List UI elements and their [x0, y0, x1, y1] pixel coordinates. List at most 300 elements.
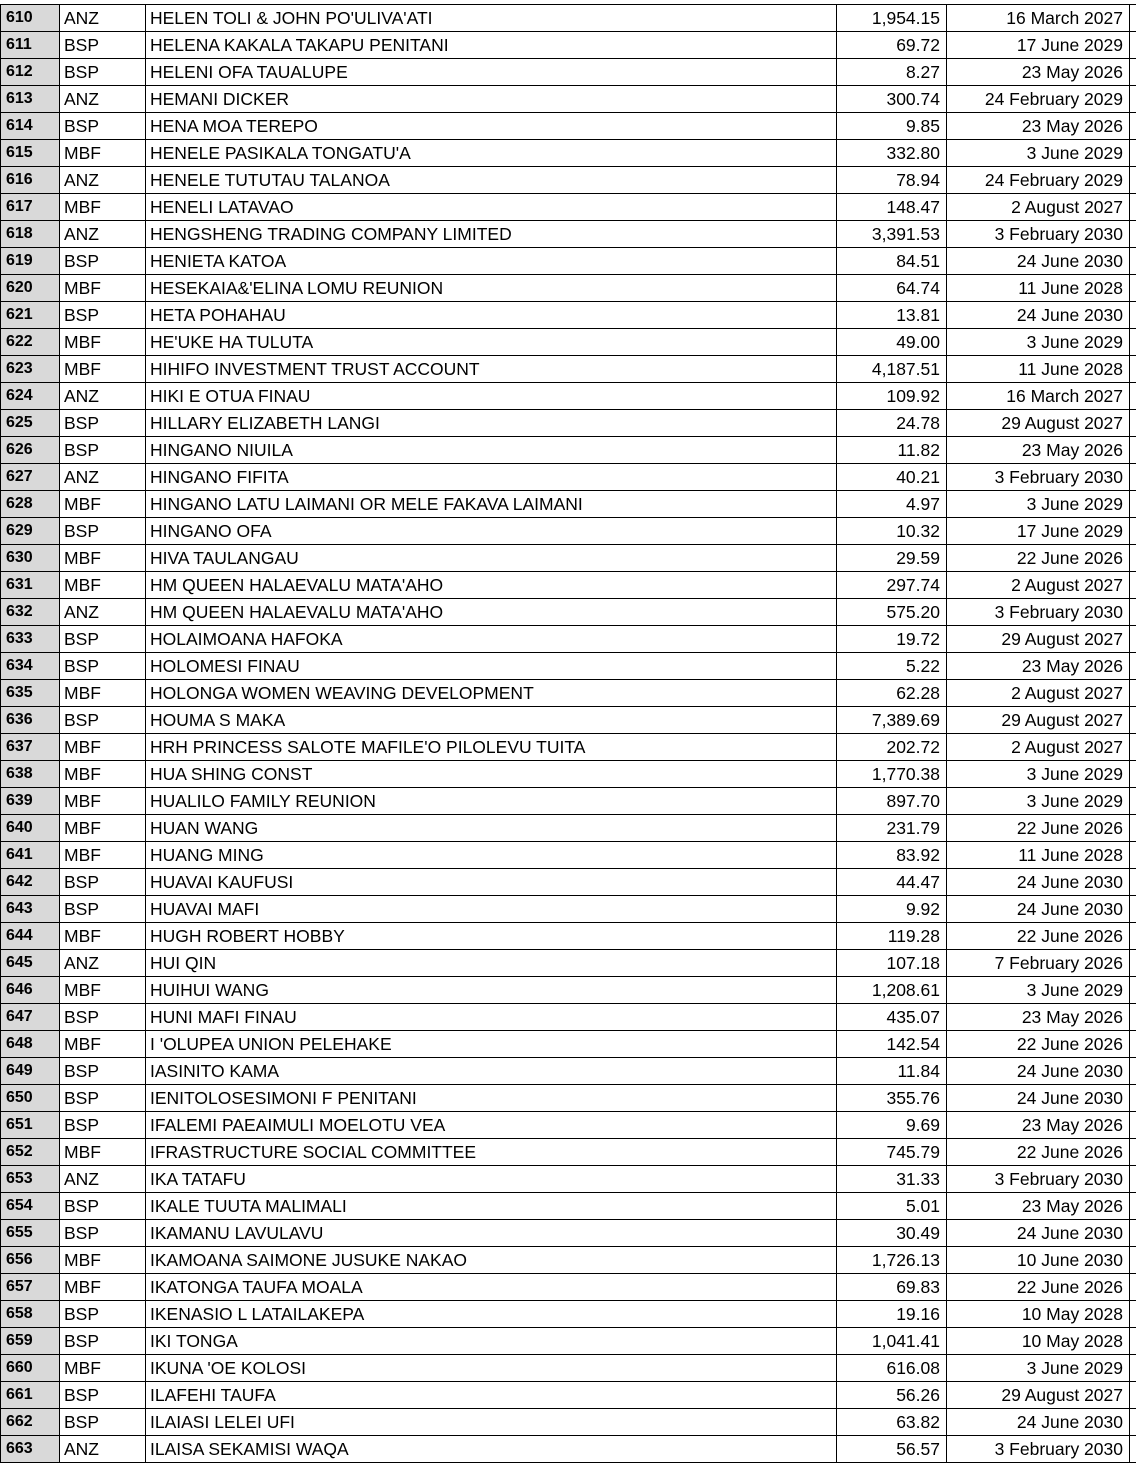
- truncated-column-cell: [1130, 1274, 1136, 1301]
- table-row: [1, 491, 1136, 518]
- date-cell: 24 February 2029: [947, 86, 1130, 113]
- date-cell: 22 June 2026: [947, 1139, 1130, 1166]
- row-number-cell: 637: [1, 734, 60, 761]
- bank-cell: BSP: [60, 1301, 146, 1328]
- bank-cell: BSP: [60, 1220, 146, 1247]
- bank-cell: MBF: [60, 734, 146, 761]
- table-row: [1, 1355, 1136, 1382]
- table-row: [1, 356, 1136, 383]
- amount-cell: 107.18: [837, 950, 947, 977]
- account-name-cell: HOLONGA WOMEN WEAVING DEVELOPMENT: [146, 680, 837, 707]
- amount-cell: 745.79: [837, 1139, 947, 1166]
- truncated-column-cell: [1130, 734, 1136, 761]
- amount-cell: 64.74: [837, 275, 947, 302]
- account-name-cell: HUNI MAFI FINAU: [146, 1004, 837, 1031]
- account-name-cell: HINGANO NIUILA: [146, 437, 837, 464]
- bank-cell: BSP: [60, 59, 146, 86]
- amount-cell: 119.28: [837, 923, 947, 950]
- amount-cell: 142.54: [837, 1031, 947, 1058]
- account-name-cell: IKATONGA TAUFA MOALA: [146, 1274, 837, 1301]
- row-number-cell: 612: [1, 59, 60, 86]
- row-number-cell: 655: [1, 1220, 60, 1247]
- account-name-cell: IKUNA 'OE KOLOSI: [146, 1355, 837, 1382]
- date-cell: 3 June 2029: [947, 491, 1130, 518]
- amount-cell: 4.97: [837, 491, 947, 518]
- account-name-cell: HUAVAI MAFI: [146, 896, 837, 923]
- table-row: [1, 221, 1136, 248]
- row-number-cell: 658: [1, 1301, 60, 1328]
- account-name-cell: HETA POHAHAU: [146, 302, 837, 329]
- date-cell: 24 June 2030: [947, 248, 1130, 275]
- truncated-column-cell: [1130, 788, 1136, 815]
- bank-cell: MBF: [60, 680, 146, 707]
- table-row: [1, 383, 1136, 410]
- bank-cell: MBF: [60, 815, 146, 842]
- bank-cell: MBF: [60, 545, 146, 572]
- amount-cell: 7,389.69: [837, 707, 947, 734]
- row-number-cell: 644: [1, 923, 60, 950]
- table-row: [1, 275, 1136, 302]
- table-row: [1, 923, 1136, 950]
- account-name-cell: HE'UKE HA TULUTA: [146, 329, 837, 356]
- table-row: [1, 707, 1136, 734]
- truncated-column-cell: [1130, 1085, 1136, 1112]
- table-row: [1, 32, 1136, 59]
- row-number-cell: 617: [1, 194, 60, 221]
- table-row: [1, 734, 1136, 761]
- truncated-column-cell: [1130, 869, 1136, 896]
- truncated-column-cell: [1130, 491, 1136, 518]
- table-row: [1, 1247, 1136, 1274]
- truncated-column-cell: [1130, 167, 1136, 194]
- row-number-cell: 648: [1, 1031, 60, 1058]
- amount-cell: 9.85: [837, 113, 947, 140]
- truncated-column-cell: [1130, 383, 1136, 410]
- account-name-cell: HUALILO FAMILY REUNION: [146, 788, 837, 815]
- table-row: [1, 842, 1136, 869]
- row-number-cell: 614: [1, 113, 60, 140]
- date-cell: 3 February 2030: [947, 1436, 1130, 1463]
- amount-cell: 3,391.53: [837, 221, 947, 248]
- table-row: [1, 167, 1136, 194]
- amount-cell: 4,187.51: [837, 356, 947, 383]
- truncated-column-cell: [1130, 59, 1136, 86]
- account-name-cell: HUAVAI KAUFUSI: [146, 869, 837, 896]
- row-number-cell: 654: [1, 1193, 60, 1220]
- table-row: [1, 194, 1136, 221]
- row-number-cell: 635: [1, 680, 60, 707]
- date-cell: 24 June 2030: [947, 1058, 1130, 1085]
- bank-cell: MBF: [60, 1139, 146, 1166]
- row-number-cell: 630: [1, 545, 60, 572]
- amount-cell: 49.00: [837, 329, 947, 356]
- amount-cell: 62.28: [837, 680, 947, 707]
- date-cell: 24 February 2029: [947, 167, 1130, 194]
- row-number-cell: 636: [1, 707, 60, 734]
- row-number-cell: 619: [1, 248, 60, 275]
- amount-cell: 5.01: [837, 1193, 947, 1220]
- truncated-column-cell: [1130, 626, 1136, 653]
- date-cell: 3 February 2030: [947, 464, 1130, 491]
- account-name-cell: HIKI E OTUA FINAU: [146, 383, 837, 410]
- bank-cell: MBF: [60, 1031, 146, 1058]
- table-body: [1, 5, 1136, 1463]
- account-name-cell: IKALE TUUTA MALIMALI: [146, 1193, 837, 1220]
- date-cell: 11 June 2028: [947, 356, 1130, 383]
- table-row: [1, 140, 1136, 167]
- truncated-column-cell: [1130, 950, 1136, 977]
- amount-cell: 897.70: [837, 788, 947, 815]
- truncated-column-cell: [1130, 5, 1136, 32]
- row-number-cell: 638: [1, 761, 60, 788]
- bank-cell: BSP: [60, 113, 146, 140]
- account-name-cell: HELEN TOLI & JOHN PO'ULIVA'ATI: [146, 5, 837, 32]
- bank-cell: MBF: [60, 329, 146, 356]
- truncated-column-cell: [1130, 1301, 1136, 1328]
- row-number-cell: 663: [1, 1436, 60, 1463]
- table-row: [1, 248, 1136, 275]
- row-number-cell: 652: [1, 1139, 60, 1166]
- table-row: [1, 896, 1136, 923]
- bank-cell: BSP: [60, 626, 146, 653]
- date-cell: 23 May 2026: [947, 59, 1130, 86]
- amount-cell: 11.82: [837, 437, 947, 464]
- truncated-column-cell: [1130, 32, 1136, 59]
- bank-cell: ANZ: [60, 1436, 146, 1463]
- row-number-cell: 643: [1, 896, 60, 923]
- truncated-column-cell: [1130, 86, 1136, 113]
- table-row: [1, 59, 1136, 86]
- account-name-cell: IKENASIO L LATAILAKEPA: [146, 1301, 837, 1328]
- truncated-column-cell: [1130, 1409, 1136, 1436]
- truncated-column-cell: [1130, 1139, 1136, 1166]
- truncated-column-cell: [1130, 923, 1136, 950]
- account-name-cell: HELENI OFA TAUALUPE: [146, 59, 837, 86]
- table-row: [1, 437, 1136, 464]
- row-number-cell: 649: [1, 1058, 60, 1085]
- table-row: [1, 1004, 1136, 1031]
- amount-cell: 5.22: [837, 653, 947, 680]
- amount-cell: 19.72: [837, 626, 947, 653]
- amount-cell: 24.78: [837, 410, 947, 437]
- amount-cell: 355.76: [837, 1085, 947, 1112]
- date-cell: 23 May 2026: [947, 1004, 1130, 1031]
- row-number-cell: 618: [1, 221, 60, 248]
- table-row: [1, 1274, 1136, 1301]
- amount-cell: 300.74: [837, 86, 947, 113]
- row-number-cell: 623: [1, 356, 60, 383]
- bank-cell: MBF: [60, 1355, 146, 1382]
- table-row: [1, 545, 1136, 572]
- date-cell: 29 August 2027: [947, 410, 1130, 437]
- row-number-cell: 629: [1, 518, 60, 545]
- truncated-column-cell: [1130, 437, 1136, 464]
- account-name-cell: HILLARY ELIZABETH LANGI: [146, 410, 837, 437]
- account-name-cell: HEMANI DICKER: [146, 86, 837, 113]
- bank-cell: ANZ: [60, 1166, 146, 1193]
- amount-cell: 10.32: [837, 518, 947, 545]
- bank-cell: ANZ: [60, 86, 146, 113]
- truncated-column-cell: [1130, 1355, 1136, 1382]
- amount-cell: 11.84: [837, 1058, 947, 1085]
- bank-cell: ANZ: [60, 5, 146, 32]
- account-name-cell: HESEKAIA&'ELINA LOMU REUNION: [146, 275, 837, 302]
- account-name-cell: HM QUEEN HALAEVALU MATA'AHO: [146, 572, 837, 599]
- bank-cell: ANZ: [60, 167, 146, 194]
- row-number-cell: 650: [1, 1085, 60, 1112]
- bank-cell: BSP: [60, 302, 146, 329]
- amount-cell: 616.08: [837, 1355, 947, 1382]
- truncated-column-cell: [1130, 545, 1136, 572]
- account-name-cell: IENITOLOSESIMONI F PENITANI: [146, 1085, 837, 1112]
- table-row: [1, 410, 1136, 437]
- amount-cell: 9.69: [837, 1112, 947, 1139]
- table-row: [1, 5, 1136, 32]
- account-name-cell: HINGANO OFA: [146, 518, 837, 545]
- truncated-column-cell: [1130, 410, 1136, 437]
- row-number-cell: 646: [1, 977, 60, 1004]
- account-name-cell: HUANG MING: [146, 842, 837, 869]
- truncated-column-cell: [1130, 896, 1136, 923]
- amount-cell: 30.49: [837, 1220, 947, 1247]
- date-cell: 22 June 2026: [947, 545, 1130, 572]
- bank-cell: MBF: [60, 140, 146, 167]
- account-name-cell: HIVA TAULANGAU: [146, 545, 837, 572]
- account-name-cell: HENELI LATAVAO: [146, 194, 837, 221]
- date-cell: 24 June 2030: [947, 302, 1130, 329]
- table-row: [1, 1058, 1136, 1085]
- row-number-cell: 625: [1, 410, 60, 437]
- amount-cell: 78.94: [837, 167, 947, 194]
- account-table: [0, 4, 1136, 1463]
- table-row: [1, 680, 1136, 707]
- table-row: [1, 626, 1136, 653]
- row-number-cell: 611: [1, 32, 60, 59]
- account-name-cell: ILAIASI LELEI UFI: [146, 1409, 837, 1436]
- truncated-column-cell: [1130, 1193, 1136, 1220]
- bank-cell: ANZ: [60, 221, 146, 248]
- row-number-cell: 626: [1, 437, 60, 464]
- bank-cell: BSP: [60, 1004, 146, 1031]
- date-cell: 3 February 2030: [947, 599, 1130, 626]
- bank-cell: MBF: [60, 761, 146, 788]
- date-cell: 17 June 2029: [947, 518, 1130, 545]
- account-name-cell: IASINITO KAMA: [146, 1058, 837, 1085]
- date-cell: 2 August 2027: [947, 680, 1130, 707]
- date-cell: 23 May 2026: [947, 653, 1130, 680]
- table-row: [1, 1436, 1136, 1463]
- bank-cell: ANZ: [60, 599, 146, 626]
- amount-cell: 44.47: [837, 869, 947, 896]
- bank-cell: BSP: [60, 1382, 146, 1409]
- date-cell: 29 August 2027: [947, 1382, 1130, 1409]
- date-cell: 2 August 2027: [947, 194, 1130, 221]
- bank-cell: MBF: [60, 491, 146, 518]
- truncated-column-cell: [1130, 1031, 1136, 1058]
- table-row: [1, 1139, 1136, 1166]
- account-name-cell: HELENA KAKALA TAKAPU PENITANI: [146, 32, 837, 59]
- date-cell: 10 May 2028: [947, 1301, 1130, 1328]
- date-cell: 24 June 2030: [947, 896, 1130, 923]
- truncated-column-cell: [1130, 113, 1136, 140]
- date-cell: 23 May 2026: [947, 1193, 1130, 1220]
- date-cell: 22 June 2026: [947, 923, 1130, 950]
- account-name-cell: HENELE TUTUTAU TALANOA: [146, 167, 837, 194]
- truncated-column-cell: [1130, 680, 1136, 707]
- row-number-cell: 653: [1, 1166, 60, 1193]
- table-row: [1, 761, 1136, 788]
- truncated-column-cell: [1130, 464, 1136, 491]
- table-row: [1, 1085, 1136, 1112]
- bank-cell: MBF: [60, 842, 146, 869]
- account-name-cell: ILAFEHI TAUFA: [146, 1382, 837, 1409]
- amount-cell: 9.92: [837, 896, 947, 923]
- amount-cell: 332.80: [837, 140, 947, 167]
- row-number-cell: 641: [1, 842, 60, 869]
- account-name-cell: I 'OLUPEA UNION PELEHAKE: [146, 1031, 837, 1058]
- row-number-cell: 621: [1, 302, 60, 329]
- truncated-column-cell: [1130, 275, 1136, 302]
- amount-cell: 148.47: [837, 194, 947, 221]
- bank-cell: BSP: [60, 1193, 146, 1220]
- table-row: [1, 329, 1136, 356]
- row-number-cell: 645: [1, 950, 60, 977]
- row-number-cell: 657: [1, 1274, 60, 1301]
- table-row: [1, 464, 1136, 491]
- bank-cell: BSP: [60, 1328, 146, 1355]
- bank-cell: MBF: [60, 356, 146, 383]
- bank-cell: BSP: [60, 653, 146, 680]
- truncated-column-cell: [1130, 599, 1136, 626]
- date-cell: 22 June 2026: [947, 1031, 1130, 1058]
- table-row: [1, 1409, 1136, 1436]
- date-cell: 3 February 2030: [947, 1166, 1130, 1193]
- account-name-cell: HINGANO FIFITA: [146, 464, 837, 491]
- table-row: [1, 977, 1136, 1004]
- truncated-column-cell: [1130, 356, 1136, 383]
- bank-cell: ANZ: [60, 464, 146, 491]
- date-cell: 24 June 2030: [947, 1085, 1130, 1112]
- table-row: [1, 1382, 1136, 1409]
- truncated-column-cell: [1130, 1058, 1136, 1085]
- truncated-column-cell: [1130, 572, 1136, 599]
- truncated-column-cell: [1130, 761, 1136, 788]
- table-row: [1, 815, 1136, 842]
- account-name-cell: HENGSHENG TRADING COMPANY LIMITED: [146, 221, 837, 248]
- table-row: [1, 599, 1136, 626]
- amount-cell: 29.59: [837, 545, 947, 572]
- amount-cell: 1,726.13: [837, 1247, 947, 1274]
- amount-cell: 435.07: [837, 1004, 947, 1031]
- amount-cell: 1,041.41: [837, 1328, 947, 1355]
- account-name-cell: HM QUEEN HALAEVALU MATA'AHO: [146, 599, 837, 626]
- amount-cell: 31.33: [837, 1166, 947, 1193]
- table-row: [1, 572, 1136, 599]
- table-row: [1, 113, 1136, 140]
- amount-cell: 40.21: [837, 464, 947, 491]
- account-name-cell: HUI QIN: [146, 950, 837, 977]
- row-number-cell: 615: [1, 140, 60, 167]
- account-name-cell: IFALEMI PAEAIMULI MOELOTU VEA: [146, 1112, 837, 1139]
- truncated-column-cell: [1130, 1436, 1136, 1463]
- date-cell: 3 June 2029: [947, 1355, 1130, 1382]
- account-name-cell: HENA MOA TEREPO: [146, 113, 837, 140]
- date-cell: 16 March 2027: [947, 383, 1130, 410]
- date-cell: 24 June 2030: [947, 1409, 1130, 1436]
- date-cell: 22 June 2026: [947, 815, 1130, 842]
- row-number-cell: 613: [1, 86, 60, 113]
- account-name-cell: IKAMANU LAVULAVU: [146, 1220, 837, 1247]
- amount-cell: 109.92: [837, 383, 947, 410]
- amount-cell: 297.74: [837, 572, 947, 599]
- truncated-column-cell: [1130, 842, 1136, 869]
- account-name-cell: HUA SHING CONST: [146, 761, 837, 788]
- row-number-cell: 627: [1, 464, 60, 491]
- amount-cell: 69.83: [837, 1274, 947, 1301]
- truncated-column-cell: [1130, 1247, 1136, 1274]
- date-cell: 2 August 2027: [947, 572, 1130, 599]
- row-number-cell: 632: [1, 599, 60, 626]
- row-number-cell: 659: [1, 1328, 60, 1355]
- truncated-column-cell: [1130, 302, 1136, 329]
- table-row: [1, 518, 1136, 545]
- account-name-cell: HENELE PASIKALA TONGATU'A: [146, 140, 837, 167]
- amount-cell: 575.20: [837, 599, 947, 626]
- row-number-cell: 660: [1, 1355, 60, 1382]
- amount-cell: 1,770.38: [837, 761, 947, 788]
- bank-cell: BSP: [60, 869, 146, 896]
- account-name-cell: IKI TONGA: [146, 1328, 837, 1355]
- table-row: [1, 1220, 1136, 1247]
- table-row: [1, 302, 1136, 329]
- row-number-cell: 656: [1, 1247, 60, 1274]
- date-cell: 10 May 2028: [947, 1328, 1130, 1355]
- amount-cell: 1,954.15: [837, 5, 947, 32]
- account-name-cell: ILAISA SEKAMISI WAQA: [146, 1436, 837, 1463]
- row-number-cell: 622: [1, 329, 60, 356]
- bank-cell: MBF: [60, 1274, 146, 1301]
- account-name-cell: HUIHUI WANG: [146, 977, 837, 1004]
- account-name-cell: HENIETA KATOA: [146, 248, 837, 275]
- row-number-cell: 647: [1, 1004, 60, 1031]
- truncated-column-cell: [1130, 248, 1136, 275]
- date-cell: 3 June 2029: [947, 761, 1130, 788]
- bank-cell: MBF: [60, 275, 146, 302]
- table-row: [1, 1166, 1136, 1193]
- truncated-column-cell: [1130, 1328, 1136, 1355]
- amount-cell: 202.72: [837, 734, 947, 761]
- truncated-column-cell: [1130, 1112, 1136, 1139]
- bank-cell: ANZ: [60, 383, 146, 410]
- bank-cell: BSP: [60, 896, 146, 923]
- row-number-cell: 640: [1, 815, 60, 842]
- truncated-column-cell: [1130, 1166, 1136, 1193]
- account-name-cell: HUAN WANG: [146, 815, 837, 842]
- truncated-column-cell: [1130, 815, 1136, 842]
- account-name-cell: IKAMOANA SAIMONE JUSUKE NAKAO: [146, 1247, 837, 1274]
- date-cell: 3 June 2029: [947, 977, 1130, 1004]
- bank-cell: MBF: [60, 923, 146, 950]
- row-number-cell: 620: [1, 275, 60, 302]
- date-cell: 23 May 2026: [947, 113, 1130, 140]
- table-row: [1, 1301, 1136, 1328]
- date-cell: 2 August 2027: [947, 734, 1130, 761]
- table-row: [1, 1031, 1136, 1058]
- account-name-cell: HINGANO LATU LAIMANI OR MELE FAKAVA LAIMANI: [146, 491, 837, 518]
- date-cell: 24 June 2030: [947, 1220, 1130, 1247]
- date-cell: 3 June 2029: [947, 788, 1130, 815]
- bank-cell: BSP: [60, 1058, 146, 1085]
